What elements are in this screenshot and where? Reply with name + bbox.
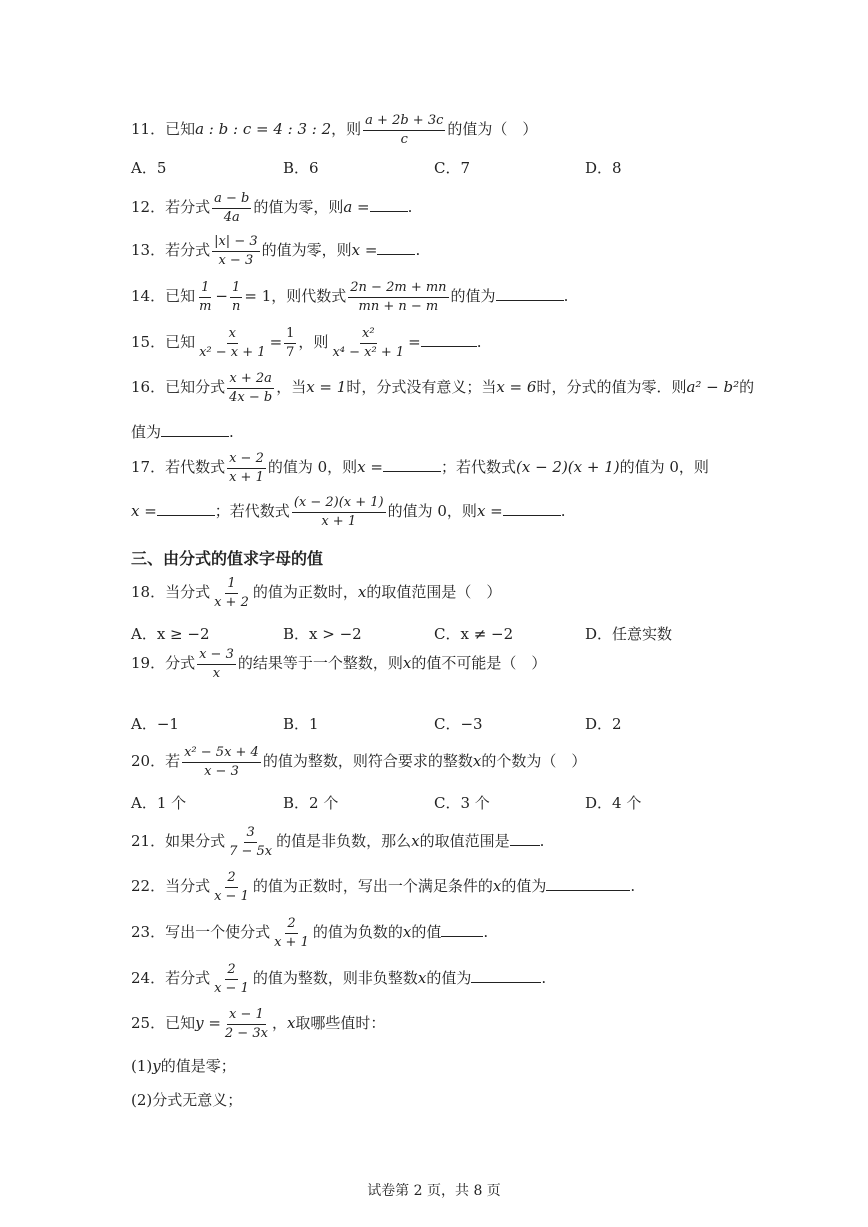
q13-answer-blank[interactable] [377,253,415,255]
q11-denominator: c [400,131,408,147]
q14-eq: = 1 [244,287,272,306]
q17-answer-blank-3[interactable] [503,514,561,516]
q11-option-a: A．5 [131,159,167,177]
q14-tail: 的值为 [450,287,496,306]
q25-p1-text: 的值是零； [160,1057,236,1075]
q15-eq2: = [408,333,421,352]
q15-f2-numerator: 1 [284,327,296,344]
q23-label: 23．写出一个使分式 [131,923,271,942]
q22-fraction [212,871,251,903]
q18-option-c: C．x ≠ −2 [434,625,514,643]
q23-var: x [402,923,412,942]
q18-var: x [357,583,367,602]
q14-fraction-3 [348,281,448,313]
q23-answer-blank[interactable] [441,935,483,937]
question-13 [131,235,420,267]
q13-tail: 的值为零，则 [261,241,352,260]
q19-denominator: x [212,665,221,681]
q25-t1: ， [271,1014,287,1033]
q16-t3: 时，分式的值为零．则 [536,378,687,397]
q20-option-d: D．4 个 [585,794,642,812]
q11-ratio: a : b : c = 4 : 3 : 2 [195,120,332,139]
q23-end: . [483,923,489,942]
q11-fraction [363,114,445,146]
q16-c1: x = 1 [306,378,347,397]
q15-f1-numerator: x [227,327,238,344]
q15-answer-blank[interactable] [421,345,477,347]
q25-p1-var: y [152,1057,161,1075]
q17-f2-denominator: x + 1 [321,513,357,529]
q21-t1: 的值是非负数，那么 [276,832,412,851]
q25-label: 25．已知 [131,1014,196,1033]
q14-f1-numerator: 1 [199,281,211,298]
q19-t1: 的结果等于一个整数，则 [237,654,403,673]
q24-label: 24．若分式 [131,969,211,988]
q23-denominator: x + 1 [274,934,309,950]
q14-f3-numerator: 2n − 2m + mn [348,281,448,298]
q12-var: a = [343,198,370,217]
q19-fraction [197,648,236,680]
q16-label: 16．已知分式 [131,378,226,397]
q12-end: . [407,198,413,217]
question-18 [131,577,501,609]
question-20 [131,746,586,778]
q22-var: x [492,877,502,896]
q21-answer-blank[interactable] [510,844,540,846]
q21-denominator: 7 − 5x [229,843,273,859]
q17-fraction [227,452,266,484]
q16-numerator: x + 2a [227,372,274,389]
q15-f3-denominator: x⁴ − x² + 1 [332,344,405,360]
q17-t1: 的值为 0，则 [267,458,358,477]
question-11 [131,114,537,146]
q15-fraction-1 [197,327,267,359]
q18-fraction [212,577,251,609]
question-12 [131,192,412,224]
question-16 [131,372,754,404]
q19-numerator: x − 3 [197,648,236,665]
q16-end: . [229,423,234,441]
q24-t1: 的值为整数，则非负整数 [252,969,418,988]
q15-mid: ，则 [298,333,329,352]
q19-option-d: D．2 [585,715,622,733]
q13-denominator: x − 3 [218,252,254,268]
q25-part-2: (2)分式无意义； [131,1091,243,1109]
q16-denominator: 4x − b [229,389,273,405]
q19-label: 19．分式 [131,654,196,673]
question-16-line2 [131,425,234,440]
q19-var: x [402,654,412,673]
q20-option-c: C．3 个 [434,794,490,812]
q17-v1: x = [357,458,383,477]
q21-fraction [227,826,274,858]
q20-numerator: x² − 5x + 4 [182,746,261,763]
question-21 [131,826,544,858]
q11-option-c: C．7 [434,159,471,177]
q23-t1: 的值为负数的 [312,923,403,942]
q18-option-a: A．x ≥ −2 [131,625,210,643]
question-17 [131,452,709,484]
q17-t4: ；若代数式 [214,502,290,521]
q12-label: 12．若分式 [131,198,211,217]
q20-denominator: x − 3 [204,763,239,779]
q13-numerator: |x| − 3 [212,235,260,252]
q25-p1-label: (1) [131,1057,153,1075]
q18-option-d: D．任意实数 [585,625,673,643]
section-3-heading: 三、由分式的值求字母的值 [131,549,324,568]
q14-f1-denominator: m [199,298,212,314]
q18-t2: 的取值范围是（ ） [366,583,502,602]
q14-answer-blank[interactable] [496,299,564,301]
q14-fraction-1 [197,281,213,313]
q22-numerator: 2 [225,871,237,888]
q22-denominator: x − 1 [214,888,249,904]
q17-v2: x = [131,502,157,521]
q14-label: 14．已知 [131,287,196,306]
q25-t2: 取哪些值时： [295,1014,386,1033]
q17-denominator: x + 1 [229,469,264,485]
q25-yeq: y = [195,1014,221,1033]
q16-t1: ，当 [276,378,307,397]
q20-option-a: A．1 个 [131,794,187,812]
question-15 [131,327,481,359]
q22-answer-blank[interactable] [546,889,630,891]
q25-fraction [223,1008,270,1040]
q17-t5: 的值为 0，则 [387,502,477,521]
q17-v3: x = [476,502,503,521]
q16-fraction [227,372,274,404]
q18-label: 18．当分式 [131,583,211,602]
q20-label: 20．若 [131,752,181,771]
q16-answer-blank[interactable] [161,435,229,437]
q11-option-d: D．8 [585,159,622,177]
q25-part-1 [131,1059,236,1074]
q11-option-b: B．6 [283,159,319,177]
q17-t3: 的值为 0，则 [619,458,709,477]
q16-expr: a² − b² [686,378,740,397]
question-25 [131,1008,385,1040]
q18-numerator: 1 [225,577,237,594]
q23-numerator: 2 [285,917,297,934]
q20-option-b: B．2 个 [283,794,339,812]
q11-label: 11．已知 [131,120,196,139]
q24-var: x [417,969,427,988]
q13-end: . [415,241,421,260]
q24-end: . [541,969,547,988]
q25-var: x [286,1014,296,1033]
q15-f2-denominator: 7 [286,344,295,360]
q16-t4: 的 [739,378,755,397]
q15-end: . [476,333,482,352]
q16-line2: 值为 [131,423,162,441]
q13-label: 13．若分式 [131,241,211,260]
q17-t2: ；若代数式 [440,458,516,477]
q24-t2: 的值为 [426,969,472,988]
page-footer: 试卷第 2 页，共 8 页 [367,1183,501,1199]
q20-t2: 的个数为（ ） [481,752,587,771]
q12-numerator: a − b [212,192,251,209]
q14-minus: − [215,287,228,306]
q22-label: 22．当分式 [131,877,211,896]
q17-expr: (x − 2)(x + 1) [515,458,620,477]
q14-end: . [563,287,569,306]
q20-t1: 的值为整数，则符合要求的整数 [262,752,473,771]
q19-t2: 的值不可能是（ ） [411,654,547,673]
q19-option-b: B．1 [283,715,319,733]
q17-f2-numerator: (x − 2)(x + 1) [292,496,386,513]
question-14 [131,281,568,313]
q19-option-c: C．−3 [434,715,483,733]
q17-answer-blank-2[interactable] [157,514,215,516]
q11-mid: ，则 [331,120,362,139]
q15-fraction-2 [284,327,296,359]
q13-var: x = [351,241,378,260]
q12-fraction [212,192,251,224]
q14-f2-denominator: n [232,298,241,314]
q16-t2: 时，分式没有意义；当 [346,378,497,397]
q25-numerator: x − 1 [227,1008,266,1025]
q17-fraction-2 [292,496,386,528]
q24-denominator: x − 1 [214,980,249,996]
q20-var: x [472,752,482,771]
q15-eq: = [269,333,283,352]
question-19 [131,648,546,680]
q24-numerator: 2 [225,963,237,980]
q22-end: . [630,877,636,896]
q12-tail: 的值为零，则 [253,198,344,217]
q15-f1-denominator: x² − x + 1 [199,344,266,360]
question-24 [131,963,546,995]
q24-fraction [212,963,251,995]
question-22 [131,871,635,903]
q21-numerator: 3 [244,826,256,843]
q17-label: 17．若代数式 [131,458,226,477]
q13-fraction [212,235,260,267]
q16-c2: x = 6 [496,378,537,397]
q22-t1: 的值为正数时，写出一个满足条件的 [252,877,493,896]
q17-numerator: x − 2 [227,452,266,469]
q15-f3-numerator: x² [360,327,377,344]
q17-end: . [560,502,566,521]
q14-f3-denominator: mn + n − m [358,298,439,314]
q11-numerator: a + 2b + 3c [363,114,445,131]
q17-answer-blank-1[interactable] [383,470,441,472]
q24-answer-blank[interactable] [471,981,541,983]
question-17-line2 [131,496,566,528]
q18-option-b: B．x > −2 [283,625,362,643]
q12-denominator: 4a [223,209,240,225]
question-23 [131,917,488,949]
q20-fraction [182,746,261,778]
q23-fraction [272,917,311,949]
q22-t2: 的值为 [501,877,547,896]
q21-end: . [539,832,545,851]
q14-f2-numerator: 1 [230,281,242,298]
q21-t2: 的取值范围是 [419,832,510,851]
q11-tail: 的值为（ ） [447,120,538,139]
q19-option-a: A．−1 [131,715,179,733]
q14-mid: ，则代数式 [271,287,347,306]
q21-var: x [411,832,420,851]
q14-fraction-2 [230,281,242,313]
q12-answer-blank[interactable] [370,210,408,212]
q18-t1: 的值为正数时， [252,583,358,602]
q18-denominator: x + 2 [214,594,249,610]
q23-t2: 的值 [411,923,442,942]
q15-fraction-3 [330,327,406,359]
q21-label: 21．如果分式 [131,832,226,851]
q25-denominator: 2 − 3x [224,1025,268,1041]
q15-label: 15．已知 [131,333,196,352]
